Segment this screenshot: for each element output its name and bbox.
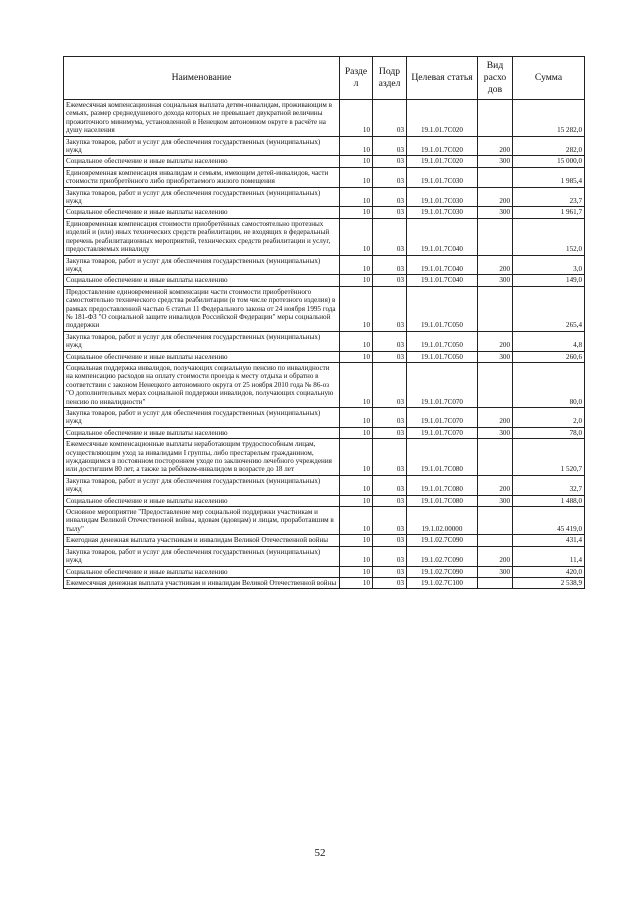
row-sum-cell: 80,0 — [513, 362, 585, 407]
row-name-cell: Закупка товаров, работ и услуг для обеспечения государственных (муниципальных) нужд — [64, 187, 340, 207]
row-article-cell: 19.1.01.7С020 — [407, 100, 478, 137]
row-article-cell: 19.1.01.7С040 — [407, 275, 478, 286]
table-row — [64, 408, 585, 428]
row-name-cell: Ежемесячная денежная выплата участникам и инвалидам Великой Отечественной войны — [64, 577, 340, 588]
row-podrazdel-cell: 03 — [373, 255, 407, 275]
row-article-cell: 19.1.01.7С070 — [407, 427, 478, 438]
table-row — [64, 507, 585, 535]
row-sum-cell: 15 000,0 — [513, 156, 585, 167]
row-sum-cell: 282,0 — [513, 136, 585, 156]
budget-table-container — [63, 56, 584, 589]
row-vid-cell: 200 — [478, 187, 513, 207]
row-razdel-cell: 10 — [340, 427, 373, 438]
row-sum-cell: 149,0 — [513, 275, 585, 286]
row-podrazdel-cell: 03 — [373, 156, 407, 167]
row-name-cell: Единовременная компенсация инвалидам и семьям, имеющим детей-инвалидов, части стоимости приобретённого либо приобретаемого жилого помещения — [64, 167, 340, 187]
row-razdel-cell: 10 — [340, 167, 373, 187]
row-vid-cell — [478, 100, 513, 137]
table-row — [64, 427, 585, 438]
row-razdel-cell: 10 — [340, 546, 373, 566]
row-sum-cell: 11,4 — [513, 546, 585, 566]
row-name-cell: Социальное обеспечение и иные выплаты населению — [64, 156, 340, 167]
row-podrazdel-cell: 03 — [373, 427, 407, 438]
row-article-cell: 19.1.01.7С080 — [407, 495, 478, 506]
page-number: 52 — [314, 847, 326, 859]
row-podrazdel-cell: 03 — [373, 495, 407, 506]
row-podrazdel-cell: 03 — [373, 136, 407, 156]
table-row — [64, 187, 585, 207]
row-razdel-cell: 10 — [340, 362, 373, 407]
row-podrazdel-cell: 03 — [373, 535, 407, 546]
table-row — [64, 136, 585, 156]
header-sum: Сумма — [513, 57, 585, 100]
row-sum-cell: 1 961,7 — [513, 207, 585, 218]
row-article-cell: 19.1.01.7С040 — [407, 218, 478, 255]
row-vid-cell — [478, 362, 513, 407]
budget-table — [63, 56, 585, 589]
row-name-cell: Закупка товаров, работ и услуг для обеспечения государственных (муниципальных) нужд — [64, 546, 340, 566]
row-podrazdel-cell: 03 — [373, 546, 407, 566]
row-sum-cell: 260,6 — [513, 351, 585, 362]
row-podrazdel-cell: 03 — [373, 275, 407, 286]
row-sum-cell: 1 985,4 — [513, 167, 585, 187]
row-razdel-cell: 10 — [340, 577, 373, 588]
row-vid-cell: 200 — [478, 331, 513, 351]
row-razdel-cell: 10 — [340, 286, 373, 331]
row-vid-cell — [478, 286, 513, 331]
row-article-cell: 19.1.01.7С050 — [407, 331, 478, 351]
row-podrazdel-cell: 03 — [373, 286, 407, 331]
header-target-article: Целевая статья — [407, 57, 478, 100]
row-sum-cell: 32,7 — [513, 475, 585, 495]
table-row — [64, 566, 585, 577]
row-vid-cell: 200 — [478, 546, 513, 566]
row-sum-cell: 431,4 — [513, 535, 585, 546]
row-razdel-cell: 10 — [340, 475, 373, 495]
row-name-cell: Социальное обеспечение и иные выплаты населению — [64, 427, 340, 438]
row-article-cell: 19.1.02.00000 — [407, 507, 478, 535]
row-article-cell: 19.1.02.7С090 — [407, 535, 478, 546]
row-name-cell: Закупка товаров, работ и услуг для обеспечения государственных (муниципальных) нужд — [64, 408, 340, 428]
row-vid-cell: 300 — [478, 275, 513, 286]
row-razdel-cell: 10 — [340, 275, 373, 286]
row-vid-cell: 200 — [478, 136, 513, 156]
row-name-cell: Социальное обеспечение и иные выплаты населению — [64, 207, 340, 218]
table-row — [64, 207, 585, 218]
row-vid-cell: 300 — [478, 566, 513, 577]
table-row — [64, 255, 585, 275]
row-article-cell: 19.1.01.7С030 — [407, 187, 478, 207]
row-article-cell: 19.1.01.7С020 — [407, 156, 478, 167]
row-sum-cell: 2,0 — [513, 408, 585, 428]
row-vid-cell — [478, 167, 513, 187]
row-vid-cell: 200 — [478, 408, 513, 428]
row-name-cell: Ежегодная денежная выплата участникам и инвалидам Великой Отечественной войны — [64, 535, 340, 546]
row-name-cell: Социальная поддержка инвалидов, получающих социальную пенсию по инвалидности на компенсацию расходов на оплату стоимости проезда к месту отдыха и обратно в соответствии с законом Ненецкого автономного округа от 25 ноября 2010 года № 86-оз "О дополнительных мерах социальной поддержки инвалидов, получающих социальную пенсию по инвалидности" — [64, 362, 340, 407]
row-article-cell: 19.1.01.7С050 — [407, 351, 478, 362]
row-razdel-cell: 10 — [340, 187, 373, 207]
row-razdel-cell: 10 — [340, 408, 373, 428]
table-row — [64, 362, 585, 407]
row-name-cell: Закупка товаров, работ и услуг для обеспечения государственных (муниципальных) нужд — [64, 331, 340, 351]
row-podrazdel-cell: 03 — [373, 207, 407, 218]
row-sum-cell: 23,7 — [513, 187, 585, 207]
table-row — [64, 577, 585, 588]
table-row — [64, 100, 585, 137]
row-razdel-cell: 10 — [340, 331, 373, 351]
table-row — [64, 535, 585, 546]
row-podrazdel-cell: 03 — [373, 167, 407, 187]
row-podrazdel-cell: 03 — [373, 566, 407, 577]
row-article-cell: 19.1.01.7С020 — [407, 136, 478, 156]
header-podrazdel: Подр аздел — [373, 57, 407, 100]
row-sum-cell: 78,0 — [513, 427, 585, 438]
table-row — [64, 167, 585, 187]
row-razdel-cell: 10 — [340, 218, 373, 255]
row-article-cell: 19.1.01.7С080 — [407, 439, 478, 476]
row-sum-cell: 3,0 — [513, 255, 585, 275]
row-razdel-cell: 10 — [340, 351, 373, 362]
row-name-cell: Социальное обеспечение и иные выплаты населению — [64, 495, 340, 506]
row-podrazdel-cell: 03 — [373, 362, 407, 407]
row-article-cell: 19.1.01.7С080 — [407, 475, 478, 495]
row-podrazdel-cell: 03 — [373, 507, 407, 535]
row-name-cell: Социальное обеспечение и иные выплаты населению — [64, 351, 340, 362]
row-razdel-cell: 10 — [340, 439, 373, 476]
row-vid-cell: 200 — [478, 255, 513, 275]
row-name-cell: Ежемесячная компенсационная социальная выплата детям-инвалидам, проживающим в семьях, размер среднедушевого дохода которых не превышает двукратной величины прожиточного минимума, установленной в Ненецком автономном округе в расчёте на душу населения — [64, 100, 340, 137]
table-row — [64, 351, 585, 362]
row-podrazdel-cell: 03 — [373, 439, 407, 476]
row-vid-cell — [478, 507, 513, 535]
row-vid-cell — [478, 535, 513, 546]
row-razdel-cell: 10 — [340, 495, 373, 506]
row-podrazdel-cell: 03 — [373, 577, 407, 588]
table-row — [64, 156, 585, 167]
row-razdel-cell: 10 — [340, 566, 373, 577]
row-article-cell: 19.1.02.7С100 — [407, 577, 478, 588]
row-vid-cell — [478, 218, 513, 255]
row-sum-cell: 2 538,9 — [513, 577, 585, 588]
row-article-cell: 19.1.02.7С090 — [407, 546, 478, 566]
row-razdel-cell: 10 — [340, 136, 373, 156]
row-name-cell: Социальное обеспечение и иные выплаты населению — [64, 566, 340, 577]
row-razdel-cell: 10 — [340, 156, 373, 167]
row-article-cell: 19.1.01.7С030 — [407, 207, 478, 218]
table-row — [64, 218, 585, 255]
row-vid-cell — [478, 577, 513, 588]
row-vid-cell: 300 — [478, 207, 513, 218]
row-razdel-cell: 10 — [340, 255, 373, 275]
header-expense-type: Вид расхо дов — [478, 57, 513, 100]
row-sum-cell: 420,0 — [513, 566, 585, 577]
table-row — [64, 475, 585, 495]
row-razdel-cell: 10 — [340, 100, 373, 137]
row-sum-cell: 152,0 — [513, 218, 585, 255]
row-article-cell: 19.1.02.7С090 — [407, 566, 478, 577]
row-vid-cell: 300 — [478, 495, 513, 506]
row-name-cell: Основное мероприятие "Предоставление мер социальной поддержки участникам и инвалидам Великой Отечественной войны, вдовам (вдовцам) и лицам, проработавшим в тылу" — [64, 507, 340, 535]
row-sum-cell: 15 282,0 — [513, 100, 585, 137]
row-article-cell: 19.1.01.7С030 — [407, 167, 478, 187]
table-row — [64, 495, 585, 506]
row-name-cell: Социальное обеспечение и иные выплаты населению — [64, 275, 340, 286]
row-razdel-cell: 10 — [340, 207, 373, 218]
header-razdel: Разде л — [340, 57, 373, 100]
row-sum-cell: 1 488,0 — [513, 495, 585, 506]
table-row — [64, 286, 585, 331]
row-razdel-cell: 10 — [340, 507, 373, 535]
row-podrazdel-cell: 03 — [373, 218, 407, 255]
table-row — [64, 331, 585, 351]
row-podrazdel-cell: 03 — [373, 475, 407, 495]
row-article-cell: 19.1.01.7С070 — [407, 362, 478, 407]
row-sum-cell: 265,4 — [513, 286, 585, 331]
row-sum-cell: 45 419,0 — [513, 507, 585, 535]
row-vid-cell — [478, 439, 513, 476]
row-vid-cell: 300 — [478, 351, 513, 362]
row-name-cell: Закупка товаров, работ и услуг для обеспечения государственных (муниципальных) нужд — [64, 475, 340, 495]
row-podrazdel-cell: 03 — [373, 331, 407, 351]
row-podrazdel-cell: 03 — [373, 351, 407, 362]
row-article-cell: 19.1.01.7С050 — [407, 286, 478, 331]
row-name-cell: Единовременная компенсация стоимости приобретённых самостоятельно протезных изделий и (или) иных технических средств реабилитации, не входящих в федеральный перечень реабилитационных мероприятий, технических средств реабилитации и услуг, предоставляемых инвалиду — [64, 218, 340, 255]
table-row — [64, 275, 585, 286]
row-name-cell: Закупка товаров, работ и услуг для обеспечения государственных (муниципальных) нужд — [64, 255, 340, 275]
row-name-cell: Ежемесячные компенсационные выплаты неработающим трудоспособным лицам, осуществляющим уход за инвалидами I группы, либо престарелым гражданином, нуждающимся в постоянном постороннем уходе по заключению лечебного учреждения или достигшим 80 лет, а также за ребёнком-инвалидом в возрасте до 18 лет — [64, 439, 340, 476]
row-podrazdel-cell: 03 — [373, 100, 407, 137]
row-sum-cell: 4,8 — [513, 331, 585, 351]
table-header-row — [64, 57, 585, 100]
row-vid-cell: 300 — [478, 156, 513, 167]
row-name-cell: Закупка товаров, работ и услуг для обеспечения государственных (муниципальных) нужд — [64, 136, 340, 156]
row-vid-cell: 300 — [478, 427, 513, 438]
row-razdel-cell: 10 — [340, 535, 373, 546]
row-vid-cell: 200 — [478, 475, 513, 495]
row-sum-cell: 1 520,7 — [513, 439, 585, 476]
row-article-cell: 19.1.01.7С040 — [407, 255, 478, 275]
row-podrazdel-cell: 03 — [373, 187, 407, 207]
row-podrazdel-cell: 03 — [373, 408, 407, 428]
table-row — [64, 546, 585, 566]
header-name: Наименование — [64, 57, 340, 100]
row-article-cell: 19.1.01.7С070 — [407, 408, 478, 428]
row-name-cell: Предоставление единовременной компенсации части стоимости приобретённого самостоятельно технического средства реабилитации (в том числе протезного изделия) в рамках предоставленной частью 6 статьи 11 Федерального закона от 24 ноября 1995 года № 181-ФЗ "О социальной защите инвалидов Российской Федерации" меры социальной поддержки — [64, 286, 340, 331]
table-row — [64, 439, 585, 476]
table-body — [64, 100, 585, 589]
